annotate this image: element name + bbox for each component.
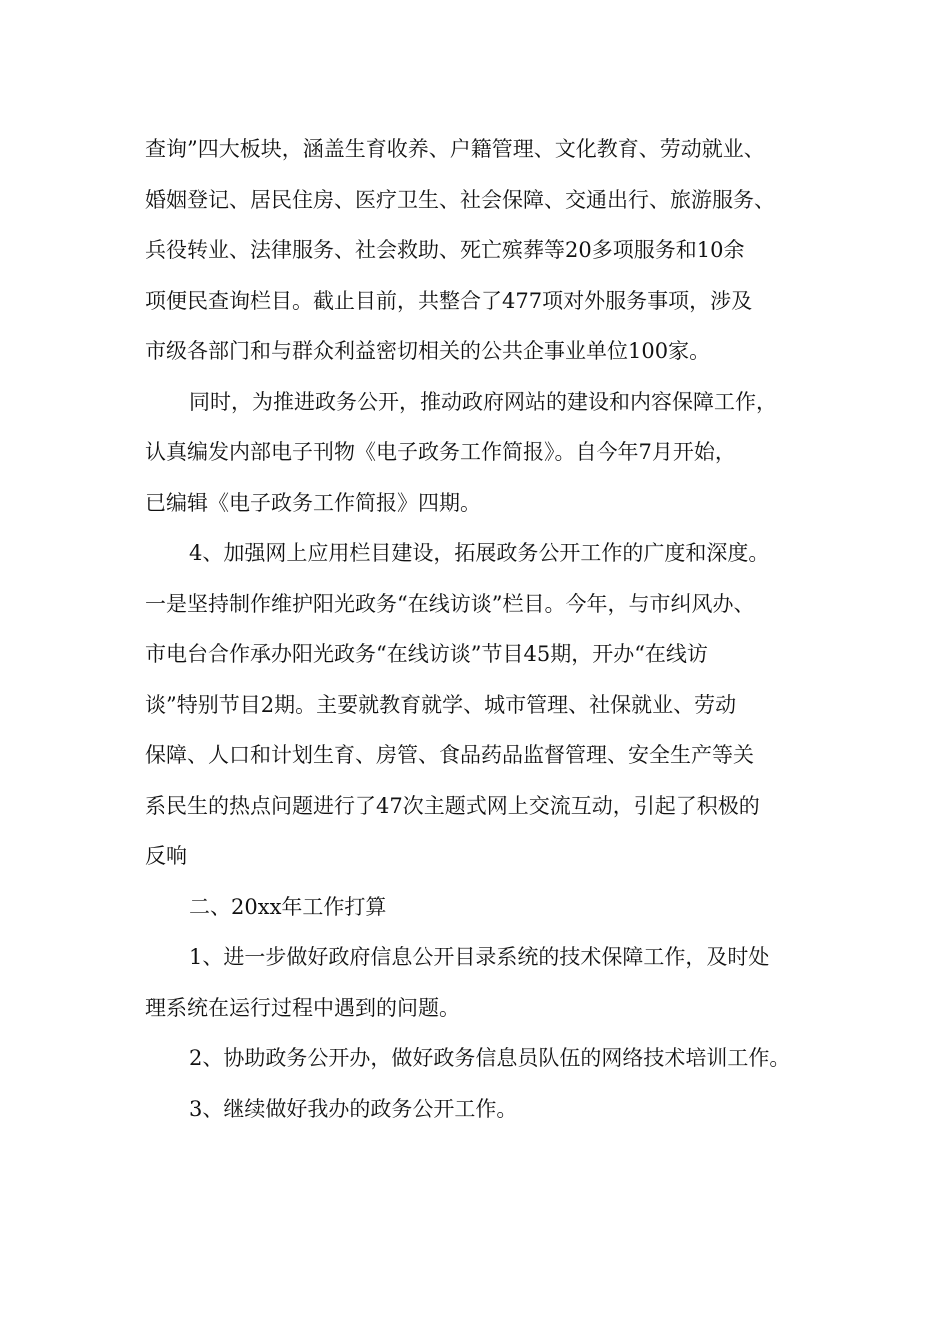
text-line: 已编辑《电子政务工作简报》四期。 <box>145 490 481 515</box>
paragraph-online-interview <box>145 528 820 882</box>
text-line: 婚姻登记、居民住房、医疗卫生、社会保障、交通出行、旅游服务、 <box>145 187 775 212</box>
paragraph-plan-item-3 <box>145 1084 820 1135</box>
text-line: 兵役转业、法律服务、社会救助、死亡殡葬等20多项服务和10余 <box>145 238 745 262</box>
paragraph-service-modules <box>145 124 820 377</box>
paragraph-plan-item-2 <box>145 1033 820 1084</box>
text-line: 反响 <box>145 844 187 868</box>
text-line: 理系统在运行过程中遇到的问题。 <box>145 995 460 1020</box>
text-line: 2、协助政务公开办，做好政务信息员队伍的网络技术培训工作。 <box>189 1046 791 1070</box>
section-heading-plan <box>145 882 820 933</box>
paragraph-bulletin <box>145 377 820 529</box>
text-line: 系民生的热点问题进行了47次主题式网上交流互动，引起了积极的 <box>145 793 760 818</box>
text-line: 认真编发内部电子刊物《电子政务工作简报》。自今年7月开始， <box>145 440 736 464</box>
text-line: 4、加强网上应用栏目建设，拓展政务公开工作的广度和深度。 <box>189 541 770 565</box>
text-line: 项便民查询栏目。截止目前，共整合了477项对外服务事项，涉及 <box>145 288 753 313</box>
paragraph-plan-item-1 <box>145 932 820 1033</box>
text-line: 同时，为推进政务公开，推动政府网站的建设和内容保障工作， <box>189 389 777 414</box>
document-body <box>145 124 820 1134</box>
section-heading: 二、20xx年工作打算 <box>189 894 387 919</box>
text-line: 市电台合作承办阳光政务“在线访谈”节目45期，开办“在线访 <box>145 642 708 666</box>
text-line: 谈”特别节目2期。主要就教育就学、城市管理、社保就业、劳动 <box>145 692 737 717</box>
text-line: 市级各部门和与群众利益密切相关的公共企事业单位100家。 <box>145 339 711 363</box>
text-line: 1、进一步做好政府信息公开目录系统的技术保障工作，及时处 <box>189 945 770 969</box>
text-line: 一是坚持制作维护阳光政务“在线访谈”栏目。今年，与市纠风办、 <box>145 591 755 616</box>
text-line: 查询”四大板块，涵盖生育收养、户籍管理、文化教育、劳动就业、 <box>145 137 765 161</box>
text-line: 保障、人口和计划生育、房管、食品药品监督管理、安全生产等关 <box>145 743 754 767</box>
text-line: 3、继续做好我办的政务公开工作。 <box>189 1096 518 1121</box>
